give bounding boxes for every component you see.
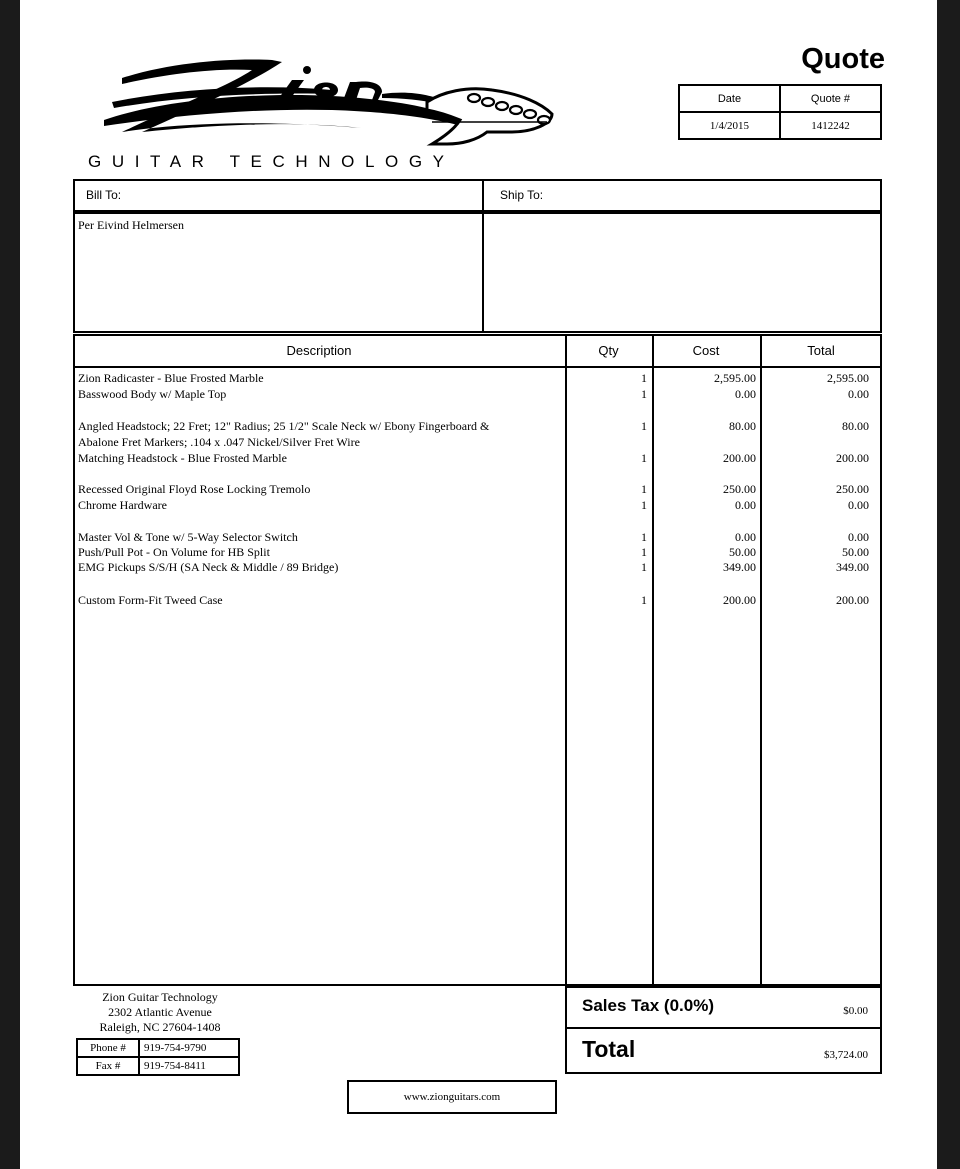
item-qty: 1 <box>641 545 647 559</box>
company-name: Zion Guitar Technology <box>102 990 218 1004</box>
item-description: Zion Radicaster - Blue Frosted Marble <box>78 371 264 385</box>
item-qty: 1 <box>641 371 647 385</box>
document-title: Quote <box>801 43 885 75</box>
item-qty: 1 <box>641 498 647 512</box>
item-cost: 0.00 <box>735 387 756 401</box>
item-description: Chrome Hardware <box>78 498 167 512</box>
item-total: 0.00 <box>848 498 869 512</box>
sales-tax-value: $0.00 <box>843 1005 868 1017</box>
item-cost: 0.00 <box>735 530 756 544</box>
quote-info-table <box>678 84 882 140</box>
item-total: 0.00 <box>848 530 869 544</box>
item-total: 200.00 <box>836 593 869 607</box>
item-cost: 2,595.00 <box>714 371 756 385</box>
contact-table <box>76 1038 240 1076</box>
table-row <box>20 434 882 450</box>
total-header: Total <box>807 343 835 358</box>
fax-label: Fax # <box>77 1057 139 1075</box>
item-description: Basswood Body w/ Maple Top <box>78 387 227 401</box>
website-link[interactable]: www.zionguitars.com <box>347 1080 557 1114</box>
item-cost: 80.00 <box>729 419 756 433</box>
address-header-box <box>73 179 882 212</box>
item-qty: 1 <box>641 451 647 465</box>
quote-number-label: Quote # <box>780 85 881 112</box>
item-qty: 1 <box>641 482 647 496</box>
item-qty: 1 <box>641 530 647 544</box>
item-cost: 0.00 <box>735 498 756 512</box>
table-row <box>20 529 882 545</box>
item-total: 2,595.00 <box>827 371 869 385</box>
company-street: 2302 Atlantic Avenue <box>108 1005 212 1019</box>
item-cost: 349.00 <box>723 560 756 574</box>
item-description: EMG Pickups S/S/H (SA Neck & Middle / 89 Bridge) <box>78 560 339 574</box>
total-label: Total <box>582 1036 636 1062</box>
item-description: Push/Pull Pot - On Volume for HB Split <box>78 545 270 559</box>
item-description: Recessed Original Floyd Rose Locking Tremolo <box>78 482 311 496</box>
item-cost: 50.00 <box>729 545 756 559</box>
item-total: 250.00 <box>836 482 869 496</box>
item-description: Abalone Fret Markers; .104 x .047 Nickel/Silver Fret Wire <box>78 435 360 449</box>
address-body-box <box>73 212 882 333</box>
item-total: 0.00 <box>848 387 869 401</box>
fax-number: 919-754-8411 <box>139 1057 239 1075</box>
item-qty: 1 <box>641 419 647 433</box>
total-value: $3,724.00 <box>824 1049 868 1061</box>
item-total: 80.00 <box>842 419 869 433</box>
item-total: 200.00 <box>836 451 869 465</box>
date-label: Date <box>679 85 780 112</box>
quote-page <box>20 0 937 1169</box>
table-row <box>20 497 882 513</box>
table-row <box>20 592 882 608</box>
table-row <box>20 544 882 560</box>
quote-number: 1412242 <box>780 112 881 139</box>
item-description: Angled Headstock; 22 Fret; 12" Radius; 25 1/2" Scale Neck w/ Ebony Fingerboard & <box>78 419 490 433</box>
description-header: Description <box>286 343 352 358</box>
item-total: 349.00 <box>836 560 869 574</box>
item-total: 50.00 <box>842 545 869 559</box>
bill-to-name: Per Eivind Helmersen <box>78 218 184 232</box>
table-row <box>20 418 882 434</box>
item-cost: 200.00 <box>723 593 756 607</box>
table-row <box>20 450 882 466</box>
phone-number: 919-754-9790 <box>139 1039 239 1057</box>
table-row <box>20 370 882 386</box>
item-description: Master Vol & Tone w/ 5-Way Selector Switch <box>78 530 298 544</box>
qty-header: Qty <box>598 343 619 358</box>
ship-to-label: Ship To: <box>500 188 544 202</box>
phone-label: Phone # <box>77 1039 139 1057</box>
quote-date: 1/4/2015 <box>679 112 780 139</box>
brand-tagline: GUITAR TECHNOLOGY <box>88 152 455 171</box>
item-cost: 250.00 <box>723 482 756 496</box>
totals-divider <box>565 1027 882 1029</box>
item-description: Custom Form-Fit Tweed Case <box>78 593 223 607</box>
table-row <box>20 559 882 575</box>
item-qty: 1 <box>641 593 647 607</box>
bill-to-label: Bill To: <box>86 188 122 202</box>
item-description: Matching Headstock - Blue Frosted Marble <box>78 451 287 465</box>
sales-tax-label: Sales Tax (0.0%) <box>582 996 714 1015</box>
item-qty: 1 <box>641 387 647 401</box>
item-cost: 200.00 <box>723 451 756 465</box>
table-row <box>20 481 882 497</box>
item-qty: 1 <box>641 560 647 574</box>
table-row <box>20 386 882 402</box>
company-city: Raleigh, NC 27604-1408 <box>99 1020 221 1034</box>
cost-header: Cost <box>692 343 720 358</box>
